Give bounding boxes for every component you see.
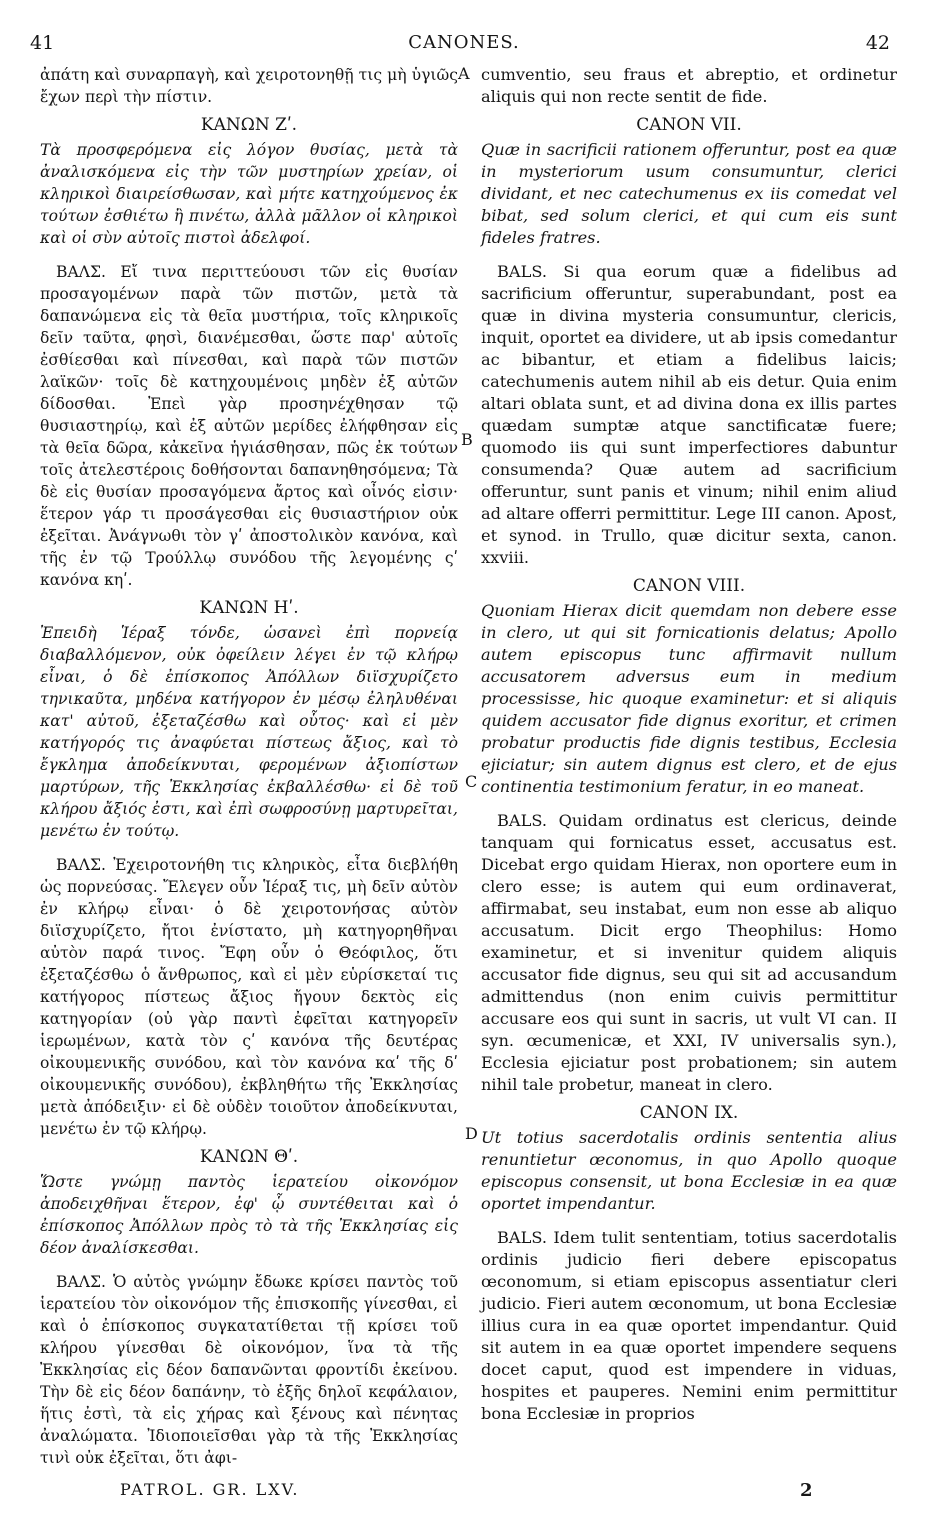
greek-intro: ἀπάτη καὶ συναρπαγὴ, καὶ χειροτονηθῇ τις μὴ ὑγιῶς ἔχων περὶ τὴν πίστιν.: [40, 66, 458, 106]
margin-marker-c: C: [465, 772, 478, 791]
greek-canon8-title: ΚΑΝΩΝ Ηʹ.: [199, 598, 299, 618]
greek-canon7-title: ΚΑΝΩΝ Ζʹ.: [200, 115, 298, 135]
latin-canon9-text: Ut totius sacerdotalis ordinis sententia alius renuntietur œconomus, in quo Apollo quoque episcopus consensit, ut bona Ecclesiæ in ea quæ oportet impendantur.: [481, 1128, 897, 1213]
latin-canon8-title: CANON VIII.: [632, 576, 746, 596]
right-page-number: 42: [865, 32, 890, 54]
latin-canon9-title: CANON IX.: [639, 1103, 739, 1123]
latin-canon7-scholium: [481, 261, 897, 569]
left-page-number: 41: [30, 32, 55, 54]
latin-canon8-text: Quoniam Hierax dicit quemdam non debere esse in clero, ut qui sit fornicationis delatus; Apollo autem episcopus tunc affirmavit nullum accusatorem adversus eum in medium processisse, hic quoque examinetur: et si aliquis quidem accusator fide dignus exoritur, et crimen probatur productis fide dignis testibus, Ecclesia ejiciatur; sin autem dignus est clero, et de ejus continentia testimonium feratur, in eo maneat.: [481, 601, 897, 796]
margin-marker-d: D: [465, 1124, 478, 1143]
scholium-tag: ΒΑΛΣ.: [56, 856, 106, 874]
scholium-text: Εἴ τινα περιττεύουσι τῶν εἰς θυσίαν προσαγομένων παρὰ τῶν πιστῶν, μετὰ τὰ δαπανώμενα εἰς τὰ θεῖα μυστήρια, τοῖς κληρικοῖς δεῖν ταῦτα, φησὶ, διανέμεσθαι, ὥστε παρ' αὐτοῖς ἐσθίεσθαι καὶ πίνεσθαι, καὶ παρὰ τῶν πιστῶν λαϊκῶν· τοῖς δὲ κατηχουμένοις μηδὲν ἐξ αὐτῶν δίδοσθαι. Ἐπεὶ γὰρ προσηνέχθησαν τῷ θυσιαστηρίῳ, καὶ ἐξ αὐτῶν μερίδες ἐλήφθησαν εἰς τὰ θεῖα δῶρα, κἀκεῖνα ἡγιάσθησαν, πῶς ἐκ τούτων τοῖς ἀτελεστέροις δοθήσονται δαπανηθησόμενα; Τὰ δὲ εἰς θυσίαν προσαγόμενα ἄρτος καὶ οἶνός εἰσιν· ἕτερον γάρ τι προσάγεσθαι εἰς θυσιαστήριον οὐκ ἐξεῖται. Ἀνάγνωθι τὸν γʹ ἀποστολικὸν κανόνα, καὶ τῆς ἐν τῷ Τρούλλῳ συνόδου τῆς λεγομένης ςʹ κανόνα κηʹ.: [40, 263, 458, 589]
running-head: CANONES.: [408, 32, 520, 53]
footer-series-line: PATROL. GR. LXV.: [120, 1480, 300, 1499]
greek-canon9-text: Ὥστε γνώμῃ παντὸς ἱερατείου οἰκονόμον ἀποδειχθῆναι ἕτερον, ἐφ' ᾧ συντέθειται καὶ ὁ ἐπίσκοπος Ἀπόλλων πρὸς τὸ τὰ τῆς Ἐκκλησίας εἰς δέον ἀναλίσκεσθαι.: [40, 1173, 458, 1257]
latin-canon7-text: Quæ in sacrificii rationem offeruntur, post ea quæ in mysteriorum usum consumuntur, clerici dividant, et nec catechumenus ex iis comedat vel bibat, sed solum clerici, et qui cum eis sunt fideles fratres.: [481, 140, 897, 247]
scholium-tag: BALS.: [497, 1228, 547, 1247]
greek-column: [40, 64, 458, 1469]
latin-column: [481, 64, 897, 1425]
scholium-text: Ἐχειροτονήθη τις κληρικὸς, εἶτα διεβλήθη ὡς πορνεύσας. Ἔλεγεν οὖν Ἱέραξ τις, μὴ δεῖν αὐτὸν ἐν κλήρῳ εἶναι· ὁ δὲ χειροτονήσας αὐτὸν διϊσχυρίζετο, ἤτοι ἐνίστατο, μὴ κατηγορηθῆναι αὐτὸν παρά τινος. Ἔφη οὖν ὁ Θεόφιλος, ὅτι ἐξεταζέσθω ὁ ἄνθρωπος, καὶ εἰ μὲν εὑρίσκεταί τις κατήγορος πίστεως ἄξιος ἤγουν δεκτὸς εἰς κατηγορίαν (οὐ γὰρ παντὶ ἐφεῖται κατηγορεῖν ἱερωμένων, κατὰ τὸν ςʹ κανόνα τῆς δευτέρας οἰκουμενικῆς συνόδου, καὶ τὸν κανόνα καʹ τῆς δʹ οἰκουμενικῆς συνόδου), ἐκβληθήτω τῆς Ἐκκλησίας μετὰ ἀπόδειξιν· εἰ δὲ οὐδὲν τοιοῦτον ἀποδείκνυται, μενέτω ἐν τῷ κλήρῳ.: [40, 856, 458, 1138]
scholium-tag: BALS.: [497, 811, 547, 830]
scholium-text: Idem tulit sententiam, totius sacerdotalis ordinis judicio fieri debere episcopatus œconomum, si etiam episcopus assentiatur cleri judicio. Fieri autem œconomum, ut bona Ecclesiæ illius cura in ea quæ oportet impendantur. Quid sit autem in ea quæ oportet impendere sequens docet caput, quod est impendere in viduas, hospites et pauperes. Nemini enim permittitur bona Ecclesiæ in proprios: [481, 1228, 897, 1423]
scholium-tag: ΒΑΛΣ.: [56, 263, 106, 281]
greek-canon7-scholium: [40, 261, 458, 591]
greek-canon9-scholium: [40, 1271, 458, 1469]
latin-canon9-scholium: [481, 1227, 897, 1425]
scholium-tag: BALS.: [497, 262, 547, 281]
greek-canon9-title: ΚΑΝΩΝ Θʹ.: [199, 1147, 299, 1167]
greek-canon8-scholium: [40, 854, 458, 1140]
page-header: [0, 32, 928, 60]
page-footer: [0, 1480, 928, 1504]
signature-mark: 2: [800, 1480, 813, 1501]
margin-marker-b: B: [461, 430, 473, 449]
greek-canon8-text: Ἐπειδὴ Ἱέραξ τόνδε, ὡσανεὶ ἐπὶ πορνείᾳ διαβαλλόμενον, οὐκ ὀφείλειν λέγει ἐν τῷ κλήρῳ εἶναι, ὁ δὲ ἐπίσκοπος Ἀπόλλων διϊσχυρίζετο τηνικαῦτα, μηδένα κατήγορον ἐν μέσῳ ἐληλυθέναι κατ' αὐτοῦ, ἐξεταζέσθω καὶ οὗτος· καὶ εἰ μὲν κατήγορός τις ἀναφύεται πίστεως ἄξιος, καὶ τὸ ἔγκλημα ἀποδείκνυται, φερομένων ἀξιοπίστων μαρτύρων, τῆς Ἐκκλησίας ἐκβαλλέσθω· εἰ δὲ τοῦ κλήρου ἄξιός ἐστι, καὶ ἐπὶ σωφροσύνῃ μαρτυρεῖται, μενέτω ἐν τούτῳ.: [40, 624, 458, 840]
scholium-text: Quidam ordinatus est clericus, deinde tanquam qui fornicatus esset, accusatus est. Dicebat ergo quidam Hierax, non oportere eum in clero esse; is autem qui eum ordinaverat, affirmabat, seu instabat, eum non esse ab aliquo accusatum. Dicit ergo Theophilus: Homo examinetur, et si invenitur quidem aliquis accusator fide dignus, seu qui sit ad accusandum admittendus (non enim cuivis permittitur accusare eos qui sunt in sacris, ut vult VI can. II syn. œcumenicæ, et XXI, IV universalis syn.), Ecclesia ejiciatur post probationem; sin autem nihil tale probetur, maneat in clero.: [481, 811, 897, 1094]
latin-intro: cumventio, seu fraus et abreptio, et ordinetur aliquis qui non recte sentit de fide.: [481, 65, 897, 106]
latin-canon8-scholium: [481, 810, 897, 1096]
scholium-text: Si qua eorum quæ a fidelibus ad sacrificium offeruntur, superabundant, post ea quæ in divina mysteria consumuntur, clericis, inquit, oportet ea dividere, ut ab ipsis comedantur ac bibantur, et etiam a fidelibus laicis; catechumenis autem nihil ab eis detur. Quia enim altari oblata sunt, et ad divina dona ex illis partes quædam sumptæ atque sanctificatæ fuere; quomodo iis qui sunt imperfectiores dabuntur consumenda? Quæ autem ad sacrificium offeruntur, sunt panis et vinum; nihil enim aliud ad altare offerri permittitur. Lege III canon. Apost, et synod. in Trullo, quæ dicitur sexta, canon. xxviii.: [481, 262, 897, 567]
scholium-text: Ὁ αὐτὸς γνώμην ἔδωκε κρίσει παντὸς τοῦ ἱερατείου τὸν οἰκονόμον τῆς ἐπισκοπῆς γίνεσθαι, εἰ καὶ ὁ ἐπίσκοπος συγκατατίθεται τῇ κρίσει τοῦ κλήρου γίνεσθαι δὲ οἰκονόμον, ἵνα τὰ τῆς Ἐκκλησίας εἰς δέον δαπανῶνται φροντίδι ἐκείνου. Τὴν δὲ εἰς δέον δαπάνην, τὸ ἑξῆς δηλοῖ κεφάλαιον, ἥτις ἐστὶ, τὰ εἰς χήρας καὶ ξένους καὶ πένητας ἀναλώματα. Ἰδιοποιεῖσθαι γὰρ τὰ τῆς Ἐκκλησίας τινὶ οὐκ ἐξεῖται, ὅτι ἀφι-: [40, 1273, 458, 1467]
latin-canon7-title: CANON VII.: [636, 115, 742, 135]
greek-canon7-text: Τὰ προσφερόμενα εἰς λόγον θυσίας, μετὰ τὰ ἀναλισκόμενα εἰς τὴν τῶν μυστηρίων χρείαν, οἱ κληρικοὶ διαιρείσθωσαν, καὶ μήτε κατηχούμενος ἐκ τούτων ἐσθιέτω ἢ πινέτω, ἀλλὰ μᾶλλον οἱ κληρικοὶ καὶ οἱ σὺν αὐτοῖς πιστοὶ ἀδελφοί.: [40, 141, 458, 247]
margin-marker-a: A: [458, 64, 470, 83]
scholium-tag: ΒΑΛΣ.: [56, 1273, 106, 1291]
